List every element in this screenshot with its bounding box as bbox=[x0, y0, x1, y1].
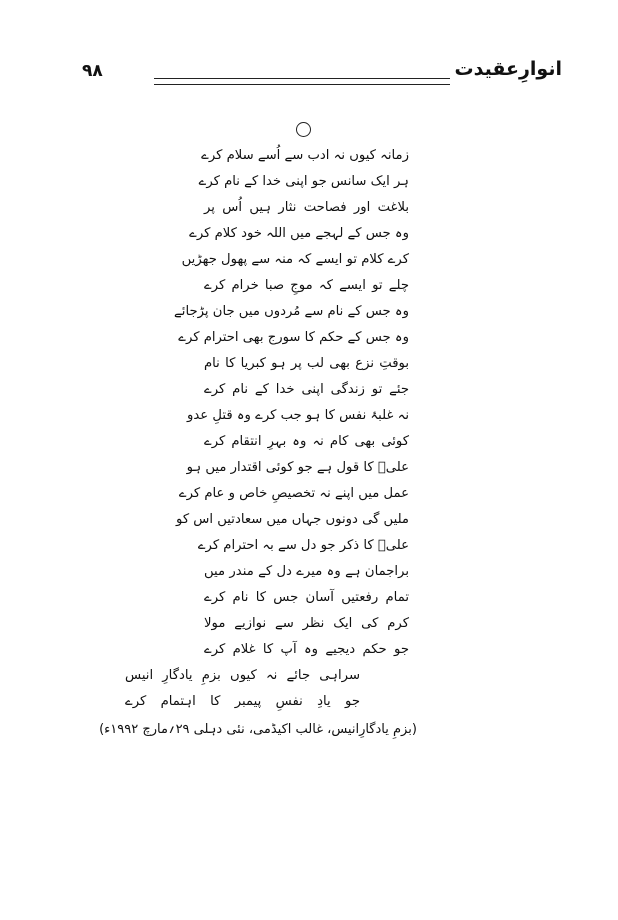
poem-line: کرے کلام تو ایسے کہ منہ سے پھول جھڑیں bbox=[181, 252, 409, 267]
poem-line: جئے تو زندگی اپنی خدا کے نام کرے bbox=[204, 382, 409, 397]
poem-line: براجمان ہے وہ میرے دل کے مندر میں bbox=[204, 564, 409, 579]
poem-line: ملیں گی دونوں جہاں میں سعادتیں اس کو bbox=[176, 512, 409, 527]
poem-line: سراہی جائے نہ کیوں بزمِ یادگارِ انیس bbox=[125, 668, 360, 683]
book-title: انوارِعقیدت bbox=[454, 58, 562, 80]
poem-line: ہر ایک سانس جو اپنی خدا کے نام کرے bbox=[198, 174, 409, 189]
poem-line: زمانہ کیوں نہ ادب سے اُسے سلام کرے bbox=[201, 148, 409, 163]
poem-line: کوئی بھی کام نہ وہ بہرِ انتقام کرے bbox=[204, 434, 409, 449]
poem-line: کرم کی ایک نظر سے نوازیے مولا bbox=[204, 616, 409, 631]
page-number: ۹۸ bbox=[82, 61, 103, 81]
circle-ornament-icon bbox=[296, 122, 311, 137]
poem-line: وہ جس کے حکم کا سورج بھی احترام کرے bbox=[178, 330, 409, 345]
poem-line: وہ جس کے نام سے مُردوں میں جان پڑجائے bbox=[174, 304, 409, 319]
poem-line: چلے تو ایسے کہ موجِ صبا خرام کرے bbox=[204, 278, 409, 293]
poem-line: جو یادِ نفسِ پیمبر کا اہتمام کرے bbox=[125, 694, 360, 709]
poem-line: وہ جس کے لہجے میں اللہ خود کلام کرے bbox=[189, 226, 409, 241]
page-header bbox=[0, 58, 618, 98]
poem-line: بوقتِ نزع بھی لب پر ہو کبریا کا نام bbox=[204, 356, 409, 371]
header-rule-bottom bbox=[154, 84, 450, 85]
poem-line: نہ غلبۂ نفس کا ہو جب کرے وہ قتلِ عدو bbox=[187, 408, 409, 423]
poem-line: علیؑ کا قول ہے جو کوئی اقتدار میں ہو bbox=[186, 460, 409, 475]
poem-line: بلاغت اور فصاحت نثار ہیں اُس پر bbox=[204, 200, 409, 215]
poem-line: جو حکم دیجیے وہ آپ کا غلام کرے bbox=[204, 642, 409, 657]
footer-note: (بزمِ یادگارِانیس، غالب اکیڈمی، نئی دہلی ۲۹؍مارچ ۱۹۹۲ء) bbox=[99, 722, 417, 737]
poem-line: تمام رفعتیں آسان جس کا نام کرے bbox=[204, 590, 409, 605]
poem-line: علیؑ کا ذکر جو دل سے بہ احترام کرے bbox=[197, 538, 409, 553]
header-rule-top bbox=[154, 78, 450, 79]
poem-line: عمل میں اپنے نہ تخصیصِ خاص و عام کرے bbox=[178, 486, 409, 501]
